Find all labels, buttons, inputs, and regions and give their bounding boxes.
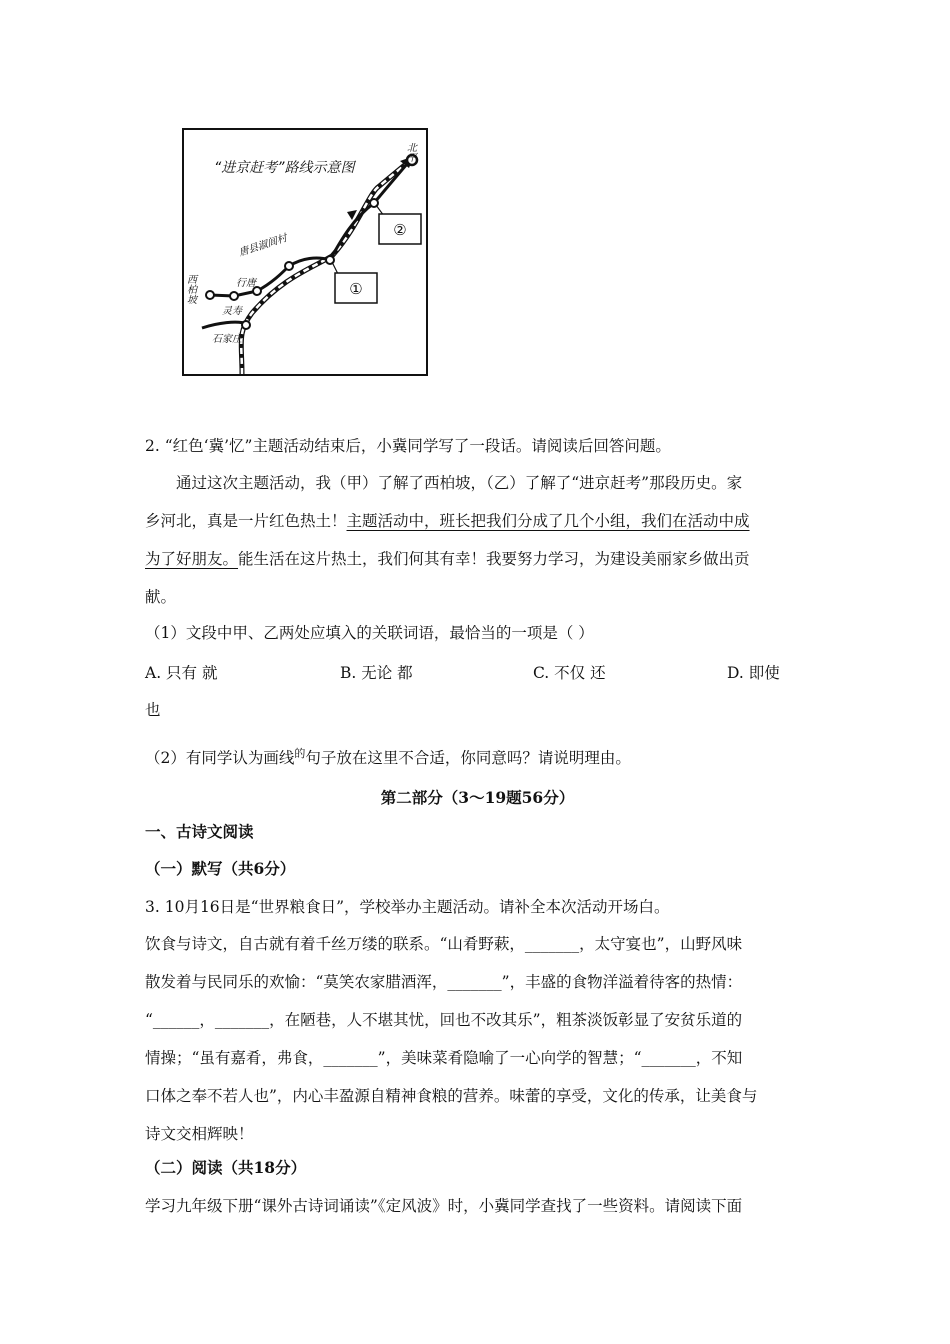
q3-stem: 3. 10月16日是“世界粮食日”，学校举办主题活动。请补全本次活动开场白。: [145, 898, 670, 916]
q3-line-3: “______，_______，在陋巷，人不堪其忧，回也不改其乐”，粗茶淡饭彰显了安贫乐道的: [145, 1011, 743, 1029]
q3-line-5: 口体之奉不若人也”，内心丰盈源自精神食粮的营养。味蕾的享受，文化的传承，让美食与: [145, 1087, 758, 1105]
stop-shijiazhuang: [242, 321, 250, 329]
label-xibaipo: 西柏坡: [184, 274, 196, 304]
subsection-1-heading: （一）默写（共6分）: [145, 859, 296, 878]
reading-intro: 学习九年级下册“课外古诗词诵读”《定风波》时，小冀同学查找了一些资料。请阅读下面: [145, 1197, 743, 1215]
label-lingshou: 灵寿: [222, 306, 242, 317]
underlined-sentence-part-2: 为了好朋友。: [145, 550, 239, 568]
q2-sub2: （2）有同学认为画线$^的$句子放在这里不合适，你同意吗？请说明理由。: [145, 747, 631, 767]
map-title: “进京赶考”路线示意图: [214, 160, 355, 176]
marker-1-label: ①: [349, 280, 363, 298]
q3-line-6: 诗文交相辉映！: [145, 1125, 254, 1143]
q3-line-4: 情操；“虽有嘉肴，弗食，_______”，美味菜肴隐喻了一心向学的智慧；“_______，不知: [145, 1049, 743, 1067]
option-b: B. 无论 都: [340, 664, 413, 682]
q3-line-2: 散发着与民同乐的欢愉：“莫笑农家腊酒浑，_______”，丰盛的食物洋溢着待客的热情：: [145, 973, 743, 991]
option-c: C. 不仅 还: [533, 664, 606, 682]
stop-tangxian: [285, 262, 293, 270]
route-map-drawing: [182, 128, 428, 376]
label-shijiazhuang: 石家庄: [212, 334, 242, 345]
route-map: [182, 128, 428, 376]
q2-stem: 2. “红色‘冀’忆”主题活动结束后，小冀同学写了一段话。请阅读后回答问题。: [145, 437, 671, 455]
stop-lingshou: [230, 292, 238, 300]
q2-sub1: （1）文段中甲、乙两处应填入的关联词语，最恰当的一项是（ ）: [145, 624, 594, 642]
passage-line-3: 为了好朋友。能生活在这片热土，我们何其有幸！我要努力学习，为建设美丽家乡做出贡: [145, 550, 750, 568]
option-a: A. 只有 就: [145, 664, 218, 682]
underlined-sentence-part-1: 主题活动中，班长把我们分成了几个小组，我们在活动中成: [346, 512, 750, 530]
passage-line-4: 献。: [145, 588, 177, 606]
section-1-heading: 一、古诗文阅读: [145, 822, 254, 841]
option-d-continued: 也: [145, 701, 161, 719]
q3-line-1: 饮食与诗文，自古就有着千丝万缕的联系。“山肴野蔌，_______，太守宴也”，山野风味: [145, 935, 743, 953]
part2-title: 第二部分（3～19题56分）: [380, 788, 575, 807]
passage-line-2: 乡河北，真是一片红色热土！主题活动中，班长把我们分成了几个小组，我们在活动中成: [145, 512, 750, 530]
marker-2-label: ②: [393, 221, 407, 239]
label-tangxian: 唐县淑闾村: [237, 232, 289, 259]
q2-passage: [145, 464, 810, 616]
label-hangtang: 行唐: [236, 278, 256, 289]
q3-passage: [145, 925, 810, 1153]
stop-xibaipo: [206, 291, 214, 299]
subsection-2-heading: （二）阅读（共18分）: [145, 1158, 307, 1177]
label-beiping: 北平: [404, 142, 416, 162]
passage-line-1: 通过这次主题活动，我（甲）了解了西柏坡，（乙）了解了“进京赶考”那段历史。家: [176, 474, 743, 492]
option-d: D. 即使: [727, 664, 780, 682]
